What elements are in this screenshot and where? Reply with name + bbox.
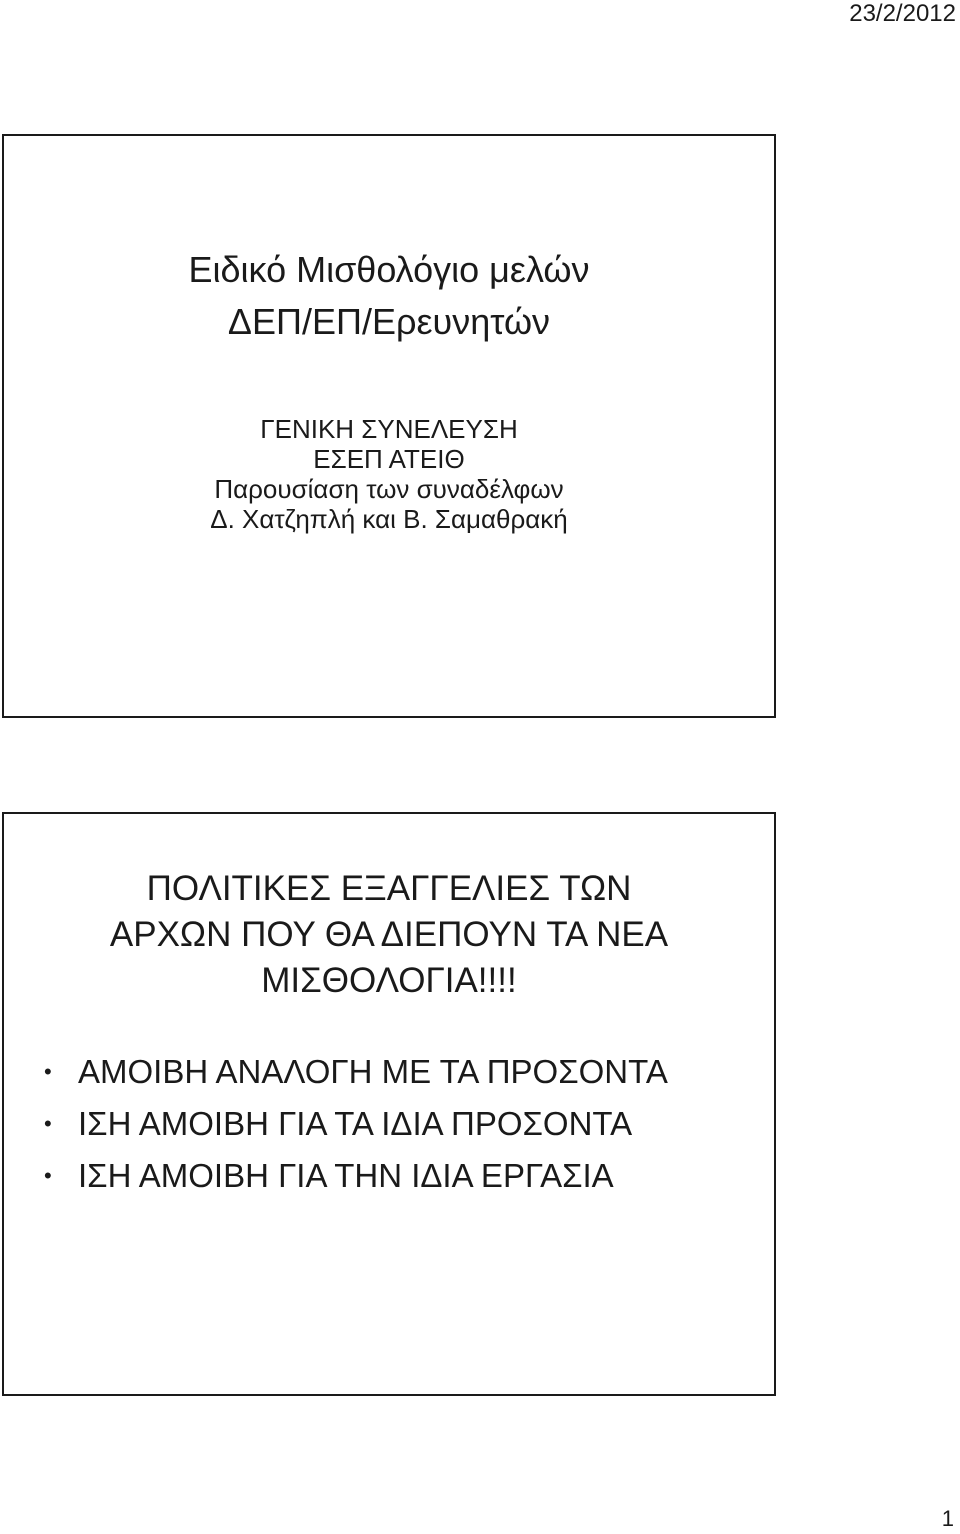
slide-2-title-line: ΜΙΣΘΟΛΟΓΙΑ!!!! [261,961,517,1000]
list-item [44,1098,668,1150]
slide-2-title-line: ΑΡΧΩΝ ΠΟΥ ΘΑ ΔΙΕΠΟΥΝ ΤΑ ΝΕΑ [109,915,669,954]
slide-1-subtitle-line: ΕΣΕΠ ΑΤΕΙΘ [313,444,465,474]
list-item-text: ΙΣΗ ΑΜΟΙΒΗ ΓΙΑ ΤΗΝ ΙΔΙΑ ΕΡΓΑΣΙΑ [78,1157,614,1194]
bullet-icon: • [44,1111,52,1136]
page-number: 1 [941,1506,954,1531]
slide-1-subtitle [4,414,774,534]
page-date: 23/2/2012 [849,0,956,27]
slide-2-title-line: ΠΟΛΙΤΙΚΕΣ ΕΞΑΓΓΕΛΙΕΣ ΤΩΝ [146,869,632,908]
list-item-text: ΙΣΗ ΑΜΟΙΒΗ ΓΙΑ ΤΑ ΙΔΙΑ ΠΡΟΣΟΝΤΑ [78,1105,633,1142]
slide-1 [2,134,776,718]
bullet-icon: • [44,1163,52,1188]
slide-2-title [4,866,774,1004]
list-item-text: ΑΜΟΙΒΗ ΑΝΑΛΟΓΗ ΜΕ ΤΑ ΠΡΟΣΟΝΤΑ [78,1053,668,1090]
bullet-icon: • [44,1059,52,1084]
slide-1-subtitle-line: Δ. Χατζηπλή και Β. Σαμαθρακή [210,504,568,534]
slide-2-bullet-list [44,1046,668,1202]
slide-1-title-line: Ειδικό Μισθολόγιο μελών [188,249,590,290]
list-item [44,1150,668,1202]
slide-1-title [4,244,774,348]
slide-2 [2,812,776,1396]
list-item [44,1046,668,1098]
slide-1-subtitle-line: Παρουσίαση των συναδέλφων [214,474,564,504]
slide-1-title-line: ΔΕΠ/ΕΠ/Ερευνητών [227,301,551,342]
slide-1-subtitle-line: ΓΕΝΙΚΗ ΣΥΝΕΛΕΥΣΗ [260,414,518,444]
